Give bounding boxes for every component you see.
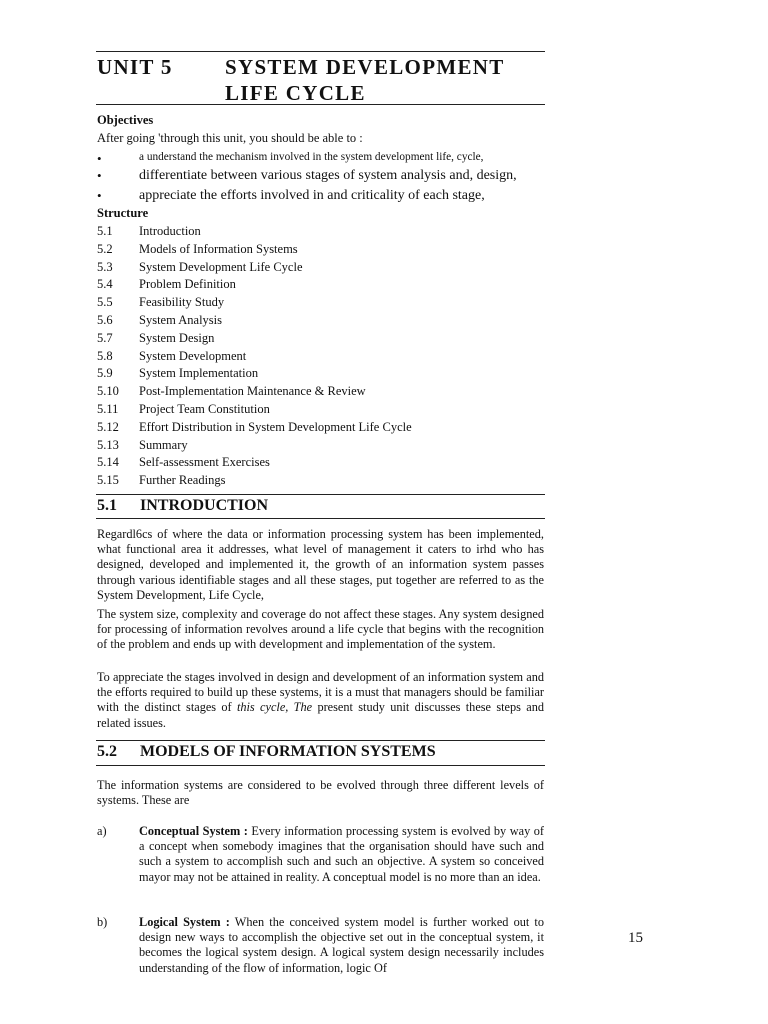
- toc-item: [97, 276, 537, 294]
- section-5-1-top-rule: [96, 494, 545, 495]
- objectives-heading: Objectives: [97, 113, 154, 127]
- section-number: 5.1: [97, 497, 117, 514]
- toc-number: 5.3: [97, 259, 113, 274]
- section-5-2-bottom-rule: [96, 765, 545, 766]
- toc-item: [97, 472, 537, 490]
- toc-item: [97, 223, 537, 241]
- section-number: 5.2: [97, 743, 117, 760]
- toc-number: 5.10: [97, 384, 119, 399]
- section-title: INTRODUCTION: [140, 497, 269, 514]
- page-number: 15: [628, 930, 643, 946]
- toc-label: Project Team Constitution: [139, 401, 270, 416]
- objective-text: differentiate between various stages of system analysis and, design,: [139, 168, 517, 183]
- toc-number: 5.5: [97, 295, 113, 310]
- section-title: MODELS OF INFORMATION SYSTEMS: [140, 743, 436, 760]
- toc-item: [97, 401, 537, 419]
- toc-label: Problem Definition: [139, 277, 236, 292]
- paragraph-italic-text: this cycle, The: [236, 700, 313, 715]
- toc-item: [97, 365, 537, 383]
- unit-title-line-2: LIFE CYCLE: [225, 81, 366, 105]
- unit-title-line-1: SYSTEM DEVELOPMENT: [225, 55, 505, 79]
- toc-number: 5.7: [97, 330, 113, 345]
- toc-label: Feasibility Study: [139, 295, 225, 310]
- title-top-rule: [96, 51, 545, 52]
- toc-number: 5.4: [97, 277, 113, 292]
- intro-paragraph-2: The system size, complexity and coverage do not affect these stages. Any system designed for processing of information revolves around a life cycle that begins with the recognition of the problem and ends up with development and implementation of the system.: [97, 607, 544, 652]
- toc-number: 5.15: [97, 473, 119, 488]
- toc-label: System Design: [139, 330, 215, 345]
- section-5-1-bottom-rule: [96, 518, 545, 519]
- list-item-body: [139, 915, 544, 976]
- toc-item: [97, 454, 537, 472]
- toc-number: 5.13: [97, 437, 119, 452]
- intro-paragraph-3: [97, 670, 544, 731]
- toc-item: [97, 348, 537, 366]
- bullet-icon: •: [97, 188, 102, 203]
- toc-number: 5.9: [97, 366, 113, 381]
- models-intro-paragraph: The information systems are considered to be evolved through three different levels of systems. These are: [97, 778, 544, 808]
- toc-item: [97, 259, 537, 277]
- toc-label: Further Readings: [139, 473, 226, 488]
- bullet-icon: •: [97, 168, 102, 183]
- unit-number: UNIT 5: [97, 55, 173, 79]
- toc-item: [97, 383, 537, 401]
- toc-label: Summary: [139, 437, 188, 452]
- paragraph-text: To appreciate the stages involved in design and development of an information system and the efforts required to build up these systems, it is a must that managers should be familiar with the distinct stages of: [97, 670, 544, 715]
- toc-label: Effort Distribution in System Development Life Cycle: [139, 419, 412, 434]
- toc-label: System Development Life Cycle: [139, 259, 303, 274]
- toc-number: 5.12: [97, 419, 119, 434]
- toc-label: Introduction: [139, 224, 201, 238]
- toc-label: System Analysis: [139, 312, 222, 327]
- term: Logical System :: [139, 915, 230, 929]
- list-marker: b): [97, 915, 108, 929]
- toc-number: 5.8: [97, 348, 113, 363]
- toc-number: 5.11: [97, 401, 119, 416]
- toc-label: System Implementation: [139, 366, 259, 381]
- toc-item: [97, 312, 537, 330]
- toc-label: Post-Implementation Maintenance & Review: [139, 384, 366, 399]
- toc-number: 5.1: [97, 224, 113, 238]
- term: Conceptual System :: [139, 824, 248, 838]
- toc-item: [97, 241, 537, 259]
- objective-text: a understand the mechanism involved in the system development life, cycle,: [139, 151, 484, 163]
- bullet-icon: •: [97, 151, 102, 166]
- paragraph-text: present study unit discusses these steps and related issues.: [97, 700, 544, 730]
- structure-heading: Structure: [97, 206, 149, 220]
- toc-item: [97, 419, 537, 437]
- toc-label: Models of Information Systems: [139, 241, 298, 256]
- toc-number: 5.2: [97, 241, 113, 256]
- toc-item: [97, 330, 537, 348]
- title-bottom-rule: [96, 104, 545, 105]
- toc-number: 5.14: [97, 455, 119, 470]
- list-marker: a): [97, 824, 107, 838]
- objectives-intro: After going 'through this unit, you should be able to :: [97, 131, 363, 145]
- toc-item: [97, 294, 537, 312]
- toc-label: Self-assessment Exercises: [139, 455, 270, 470]
- toc-label: System Development: [139, 348, 247, 363]
- definition-text: Every information processing system is evolved by way of a concept when somebody imagines that the organisation should have such and such a system to accomplish such and such an objective. A system so conceived mayor may not be attained in reality. A conceptual model is no more than an idea.: [139, 824, 544, 884]
- section-5-2-top-rule: [96, 740, 545, 741]
- objective-text: appreciate the efforts involved in and criticality of each stage,: [139, 188, 485, 203]
- structure-list: [97, 223, 537, 490]
- definition-text: When the conceived system model is further worked out to design new ways to accomplish the objective set out in the conceptual system, it becomes the logical system design. A logical system design necessarily includes understanding of the flow of information, logic Of: [139, 915, 544, 975]
- toc-item: [97, 437, 537, 455]
- intro-paragraph-1: Regardl6cs of where the data or information processing system has been implemented, what functional area it addresses, what level of management it caters to irhd who has designed, developed and implemented it, the growth of an information system passes through various identifiable stages and all these stages, put together are referred to as the System Development, Life Cycle,: [97, 527, 544, 602]
- list-item-body: [139, 824, 544, 885]
- toc-number: 5.6: [97, 312, 113, 327]
